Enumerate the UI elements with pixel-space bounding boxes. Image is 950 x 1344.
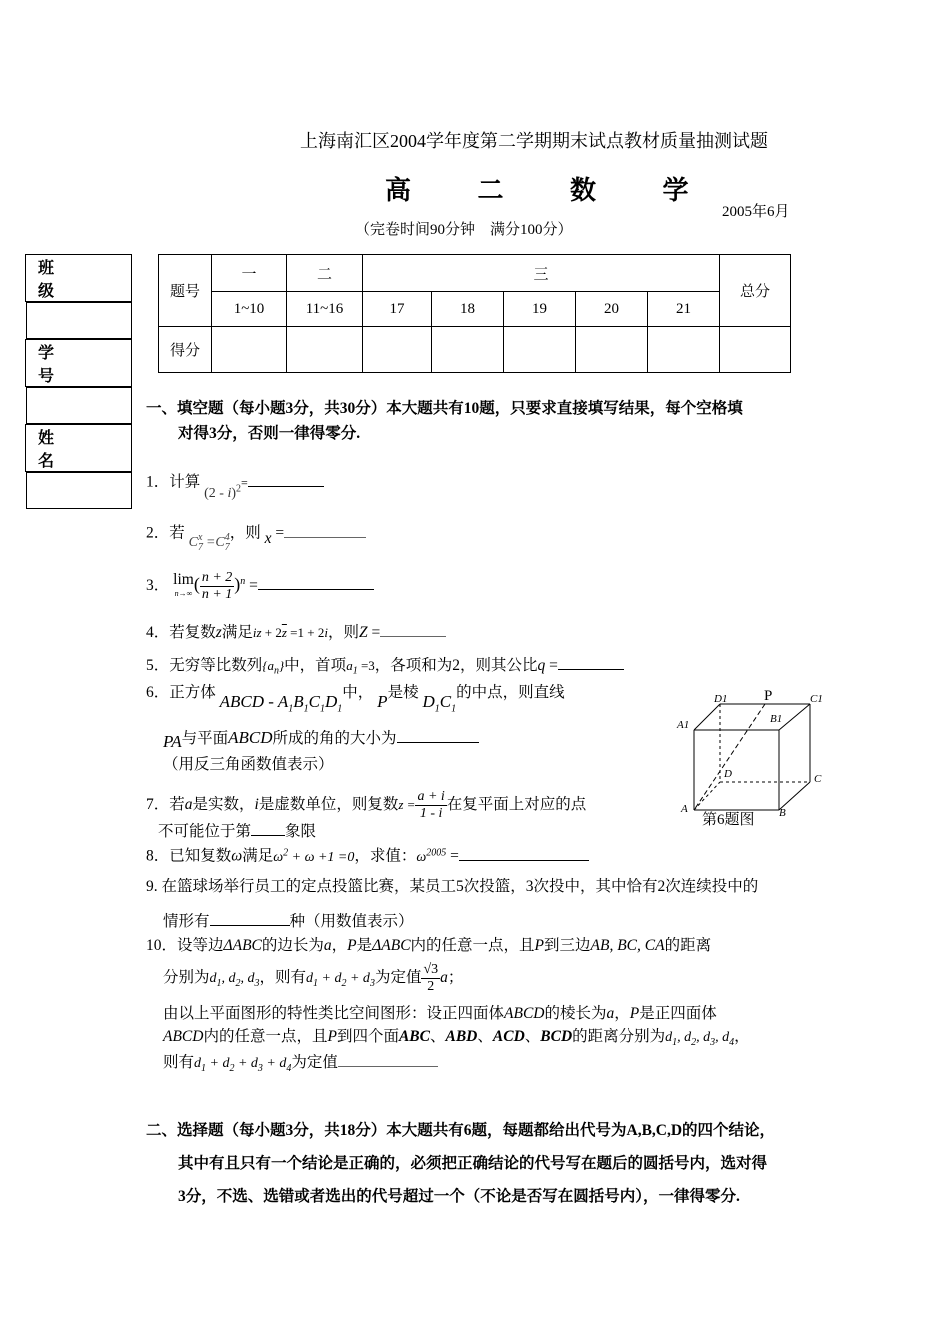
question-7-line2: 不可能位于第 象限: [158, 823, 317, 840]
label-d1: D1: [714, 693, 728, 705]
score-label: 得分: [159, 327, 212, 373]
question-9: 9. 在篮球场举行员工的定点投篮比赛，某员工5次投篮，3次投中，其中恰有2次连续投中的: [146, 878, 759, 895]
label-a: A: [681, 803, 688, 815]
score-cell[interactable]: [212, 327, 287, 373]
question-10-line5: 则有$d_1 + d_2 + d_3 + d_4$为定值: [163, 1052, 438, 1080]
score-cell[interactable]: [363, 327, 432, 373]
col-20: 20: [576, 292, 648, 327]
exam-date: 2005年6月: [722, 204, 790, 220]
label-p: P: [764, 688, 773, 704]
student-info-table: [25, 254, 132, 509]
col-21: 21: [648, 292, 720, 327]
section2-line2: 其中有且只有一个结论是正确的，必须把正确结论的代号写在题后的圆括号内，选对得: [178, 1155, 768, 1172]
score-cell[interactable]: [648, 327, 720, 373]
subject-title: 高 二 数 学: [385, 176, 719, 205]
label-b1: B1: [770, 713, 783, 725]
question-3: 3． lim n→∞( $\frac{n + 2}{n + 1}$ )$^n$ =: [146, 570, 374, 603]
score-cell[interactable]: [576, 327, 648, 373]
score-cell[interactable]: [504, 327, 576, 373]
question-7: 7．若a是实数，i是虚数单位，则复数z = $\frac{a + i}{1 - i}$ 在复平面上对应的点: [146, 789, 587, 821]
question-6-line3: （用反三角函数值表示）: [163, 756, 334, 773]
figure-caption: 第6题图: [702, 812, 755, 828]
col-11-16: 11~16: [287, 292, 363, 327]
section2-line3: 3分，不选、选错或者选出的代号超过一个（不论是否写在圆括号内），一律得零分.: [178, 1188, 740, 1205]
question-2: 2．若 $C_7^x =C_7^4$，则 x =: [146, 519, 366, 550]
question-9-line2: 情形有 种（用数值表示）: [163, 913, 414, 930]
class-label: 班 级: [26, 255, 132, 302]
col-1-10: 1~10: [212, 292, 287, 327]
section1-heading-line1: 一、填空题（每小题3分，共30分）本大题共有10题，只要求直接填写结果，每个空格填: [146, 400, 743, 417]
header-label: 题号: [159, 255, 212, 327]
score-cell[interactable]: [287, 327, 363, 373]
question-10-line4: ABCD内的任意一点，且P到四个面ABC、ABD、ACD、BCD的距离分别为$d_1$, $d_2$, $d_3$, $d_4$，: [163, 1028, 750, 1048]
section2-line1: 二、选择题（每小题3分，共18分）本大题共有6题，每题都给出代号为A,B,C,D的四个结论，: [146, 1122, 776, 1139]
label-b: B: [779, 807, 786, 819]
name-label: 姓 名: [26, 425, 132, 472]
section-3-header: 三: [363, 255, 720, 292]
section1-heading-line2: 对得3分，否则一律得零分.: [178, 425, 361, 442]
question-8: 8．已知复数ω满足$\omega^2 + \omega +1 =0$，求值：$\omega^{2005}$ =: [146, 842, 589, 869]
section-2-header: 二: [287, 255, 363, 292]
col-19: 19: [504, 292, 576, 327]
label-c: C: [814, 773, 822, 785]
question-10-line3: 由以上平面图形的特性类比空间图形：设正四面体ABCD的棱长为a，P是正四面体: [163, 1005, 717, 1022]
section-1-header: 一: [212, 255, 287, 292]
label-d: D: [724, 768, 732, 780]
question-1: 1．计算 (2 - i)$^2$=: [146, 468, 324, 495]
student-id-field[interactable]: [26, 387, 132, 424]
time-note: （完卷时间90分钟 满分100分）: [355, 222, 573, 238]
question-10: 10．设等边ΔABC的边长为a，P是ΔABC内的任意一点，且P到三边AB, BC, CA的距离: [146, 937, 712, 954]
question-6: 6．正方体 ABCD - $A_1B_1C_1D_1$中， P是棱 $D_1C_1$的中点，则直线: [146, 684, 565, 715]
question-4: 4．若复数z满足iz + $2\overline{z} =1 + 2i$，则Z =: [146, 622, 446, 644]
score-table: [158, 254, 791, 373]
col-18: 18: [432, 292, 504, 327]
question-6-line2: PA与平面ABCD所成的角的大小为: [163, 727, 479, 750]
score-cell[interactable]: [720, 327, 791, 373]
exam-title: 上海南汇区2004学年度第二学期期末试点教材质量抽测试题: [300, 131, 768, 151]
label-a1: A1: [677, 719, 690, 731]
label-c1: C1: [810, 693, 823, 705]
student-id-label: 学 号: [26, 340, 132, 387]
col-17: 17: [363, 292, 432, 327]
name-field[interactable]: [26, 472, 132, 509]
total-label: 总分: [720, 255, 791, 327]
question-5: 5．无穷等比数列$\{a_n\}$中，首项$a_1 =3$，各项和为2，则其公比q =: [146, 655, 624, 683]
class-field[interactable]: [26, 302, 132, 339]
question-10-line2: 分别为$d_1$, $d_2$, $d_3$，则有$d_1 + d_2 + d_3$为定值 $\frac{√3}{2}$ a；: [163, 962, 464, 994]
score-cell[interactable]: [432, 327, 504, 373]
